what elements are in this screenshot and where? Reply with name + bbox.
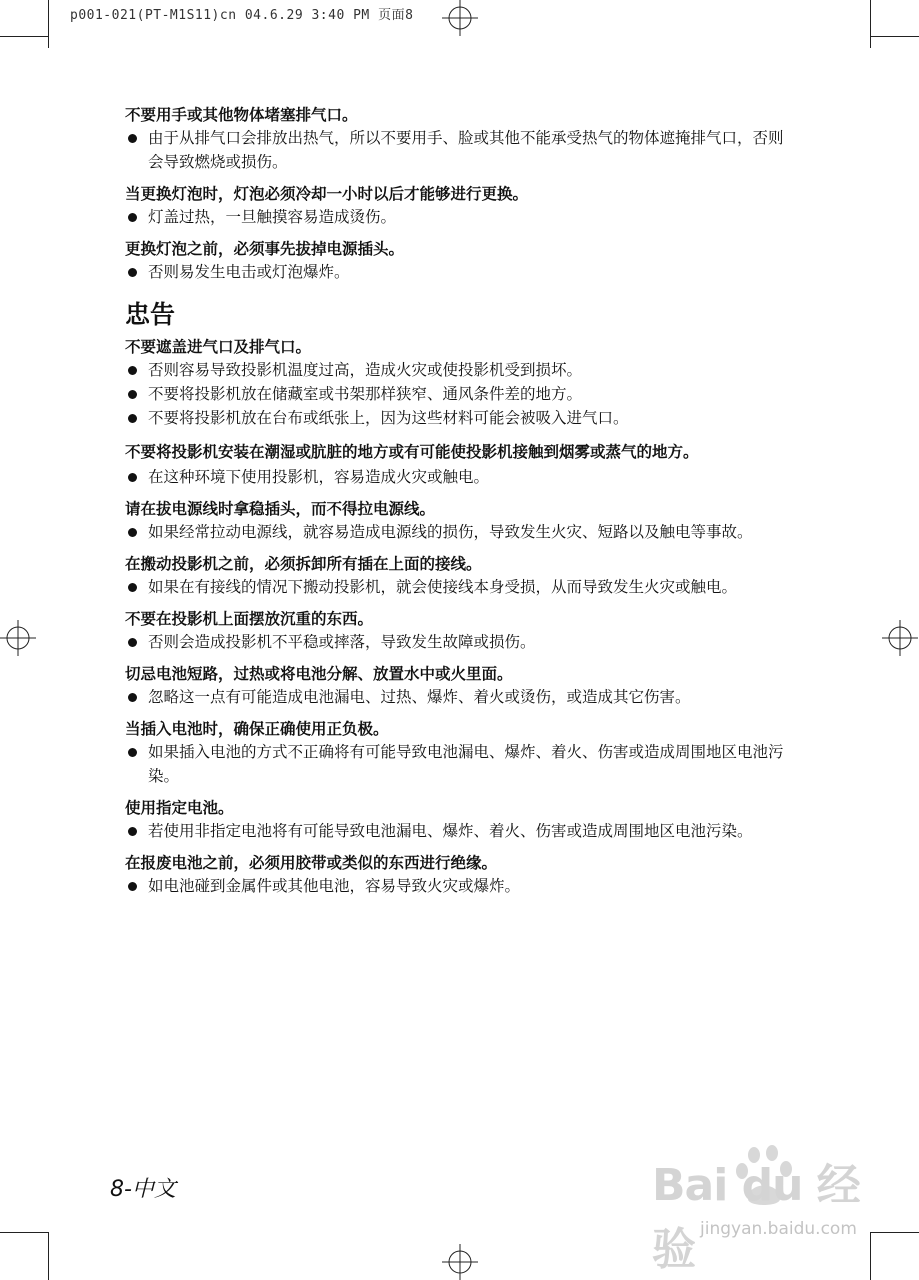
bullet-item: [125, 406, 790, 430]
warning-list: [125, 104, 790, 284]
caution-heading: 请在拔电源线时拿稳插头，而不得拉电源线。: [125, 500, 436, 518]
bullet-item: [125, 358, 790, 382]
caution-item: [125, 797, 790, 843]
caution-heading: 使用指定电池。: [125, 799, 234, 817]
bullet-text: 若使用非指定电池将有可能导致电池漏电、爆炸、着火、伤害或造成周围地区电池污染。: [148, 822, 753, 840]
bullet-item: [125, 575, 790, 599]
section-title: 忠告: [125, 300, 176, 329]
caution-item: [125, 553, 790, 599]
crop-mark: [48, 0, 49, 48]
bullet-text: 在这种环境下使用投影机，容易造成火灾或触电。: [148, 468, 490, 486]
crop-mark: [0, 36, 48, 37]
caution-list: [125, 336, 790, 898]
bullet-item: [125, 126, 790, 174]
bullet-item: [125, 520, 790, 544]
caution-item: [125, 498, 790, 544]
bullet-text: 否则易发生电击或灯泡爆炸。: [148, 263, 350, 281]
bullet-text: 如电池碰到金属件或其他电池，容易导致火灾或爆炸。: [148, 877, 521, 895]
bullet-icon: [128, 827, 137, 836]
bullet-item: [125, 740, 790, 788]
caution-item: [125, 718, 790, 788]
crop-mark: [870, 0, 871, 48]
crop-mark: [0, 1232, 48, 1233]
caution-item: [125, 663, 790, 709]
bullet-icon: [128, 583, 137, 592]
caution-item: [125, 439, 790, 489]
bullet-text: 不要将投影机放在储藏室或书架那样狭窄、通风条件差的地方。: [148, 385, 583, 403]
registration-mark-icon: [442, 1244, 478, 1280]
bullet-text: 灯盖过热，一旦触摸容易造成烫伤。: [148, 208, 397, 226]
bullet-text: 如果经常拉动电源线，就容易造成电源线的损伤，导致发生火灾、短路以及触电等事故。: [148, 523, 753, 541]
caution-item: [125, 336, 790, 430]
bullet-item: [125, 874, 790, 898]
bullet-item: [125, 382, 790, 406]
warning-heading: 更换灯泡之前，必须事先拔掉电源插头。: [125, 240, 405, 258]
registration-mark-icon: [442, 0, 478, 36]
bullet-text: 否则容易导致投影机温度过高，造成火灾或使投影机受到损坏。: [148, 361, 583, 379]
warning-heading: 当更换灯泡时，灯泡必须冷却一小时以后才能够进行更换。: [125, 185, 529, 203]
baidu-watermark: [652, 1135, 892, 1275]
bullet-text: 如果插入电池的方式不正确将有可能导致电池漏电、爆炸、着火、伤害或造成周围地区电池污染。: [148, 743, 784, 785]
bullet-icon: [128, 693, 137, 702]
caution-heading: 在搬动投影机之前，必须拆卸所有插在上面的接线。: [125, 555, 482, 573]
bullet-icon: [128, 268, 137, 277]
bullet-icon: [128, 213, 137, 222]
registration-mark-icon: [0, 620, 36, 656]
bullet-item: [125, 630, 790, 654]
bullet-icon: [128, 638, 137, 647]
manual-page-content: [125, 104, 790, 898]
watermark-brand: Bai du 经验: [652, 1160, 860, 1275]
caution-heading: 当插入电池时，确保正确使用正负极。: [125, 720, 389, 738]
print-header: p001-021(PT-M1S11)cn 04.6.29 3:40 PM 页面8: [70, 8, 414, 23]
bullet-text: 由于从排气口会排放出热气，所以不要用手、脸或其他不能承受热气的物体遮掩排气口，否则会导致燃烧或损伤。: [148, 129, 784, 171]
bullet-icon: [128, 528, 137, 537]
page-number: 8-中文: [110, 1177, 176, 1202]
crop-mark: [48, 1232, 49, 1280]
bullet-text: 不要将投影机放在台布或纸张上，因为这些材料可能会被吸入进气口。: [148, 409, 629, 427]
bullet-icon: [128, 882, 137, 891]
caution-heading: 不要将投影机安装在潮湿或肮脏的地方或有可能使投影机接触到烟雾或蒸气的地方。: [125, 443, 699, 461]
bullet-item: [125, 685, 790, 709]
bullet-item: [125, 465, 790, 489]
caution-heading: 在报废电池之前，必须用胶带或类似的东西进行绝缘。: [125, 854, 498, 872]
bullet-icon: [128, 473, 137, 482]
registration-mark-icon: [882, 620, 918, 656]
caution-item: [125, 852, 790, 898]
bullet-text: 如果在有接线的情况下搬动投影机，就会使接线本身受损，从而导致发生火灾或触电。: [148, 578, 738, 596]
warning-item: [125, 238, 790, 284]
bullet-icon: [128, 748, 137, 757]
bullet-item: [125, 260, 790, 284]
caution-item: [125, 608, 790, 654]
bullet-item: [125, 205, 790, 229]
bullet-item: [125, 819, 790, 843]
bullet-icon: [128, 366, 137, 375]
caution-heading: 不要遮盖进气口及排气口。: [125, 338, 312, 356]
crop-mark: [871, 36, 919, 37]
bullet-icon: [128, 414, 137, 423]
warning-item: [125, 183, 790, 229]
bullet-text: 否则会造成投影机不平稳或摔落，导致发生故障或损伤。: [148, 633, 536, 651]
bullet-icon: [128, 134, 137, 143]
caution-heading: 不要在投影机上面摆放沉重的东西。: [125, 610, 374, 628]
warning-heading: 不要用手或其他物体堵塞排气口。: [125, 106, 358, 124]
watermark-url: jingyan.baidu.com: [700, 1219, 857, 1239]
caution-heading: 切忌电池短路，过热或将电池分解、放置水中或火里面。: [125, 665, 513, 683]
bullet-icon: [128, 390, 137, 399]
bullet-text: 忽略这一点有可能造成电池漏电、过热、爆炸、着火或烫伤，或造成其它伤害。: [148, 688, 691, 706]
warning-item: [125, 104, 790, 174]
